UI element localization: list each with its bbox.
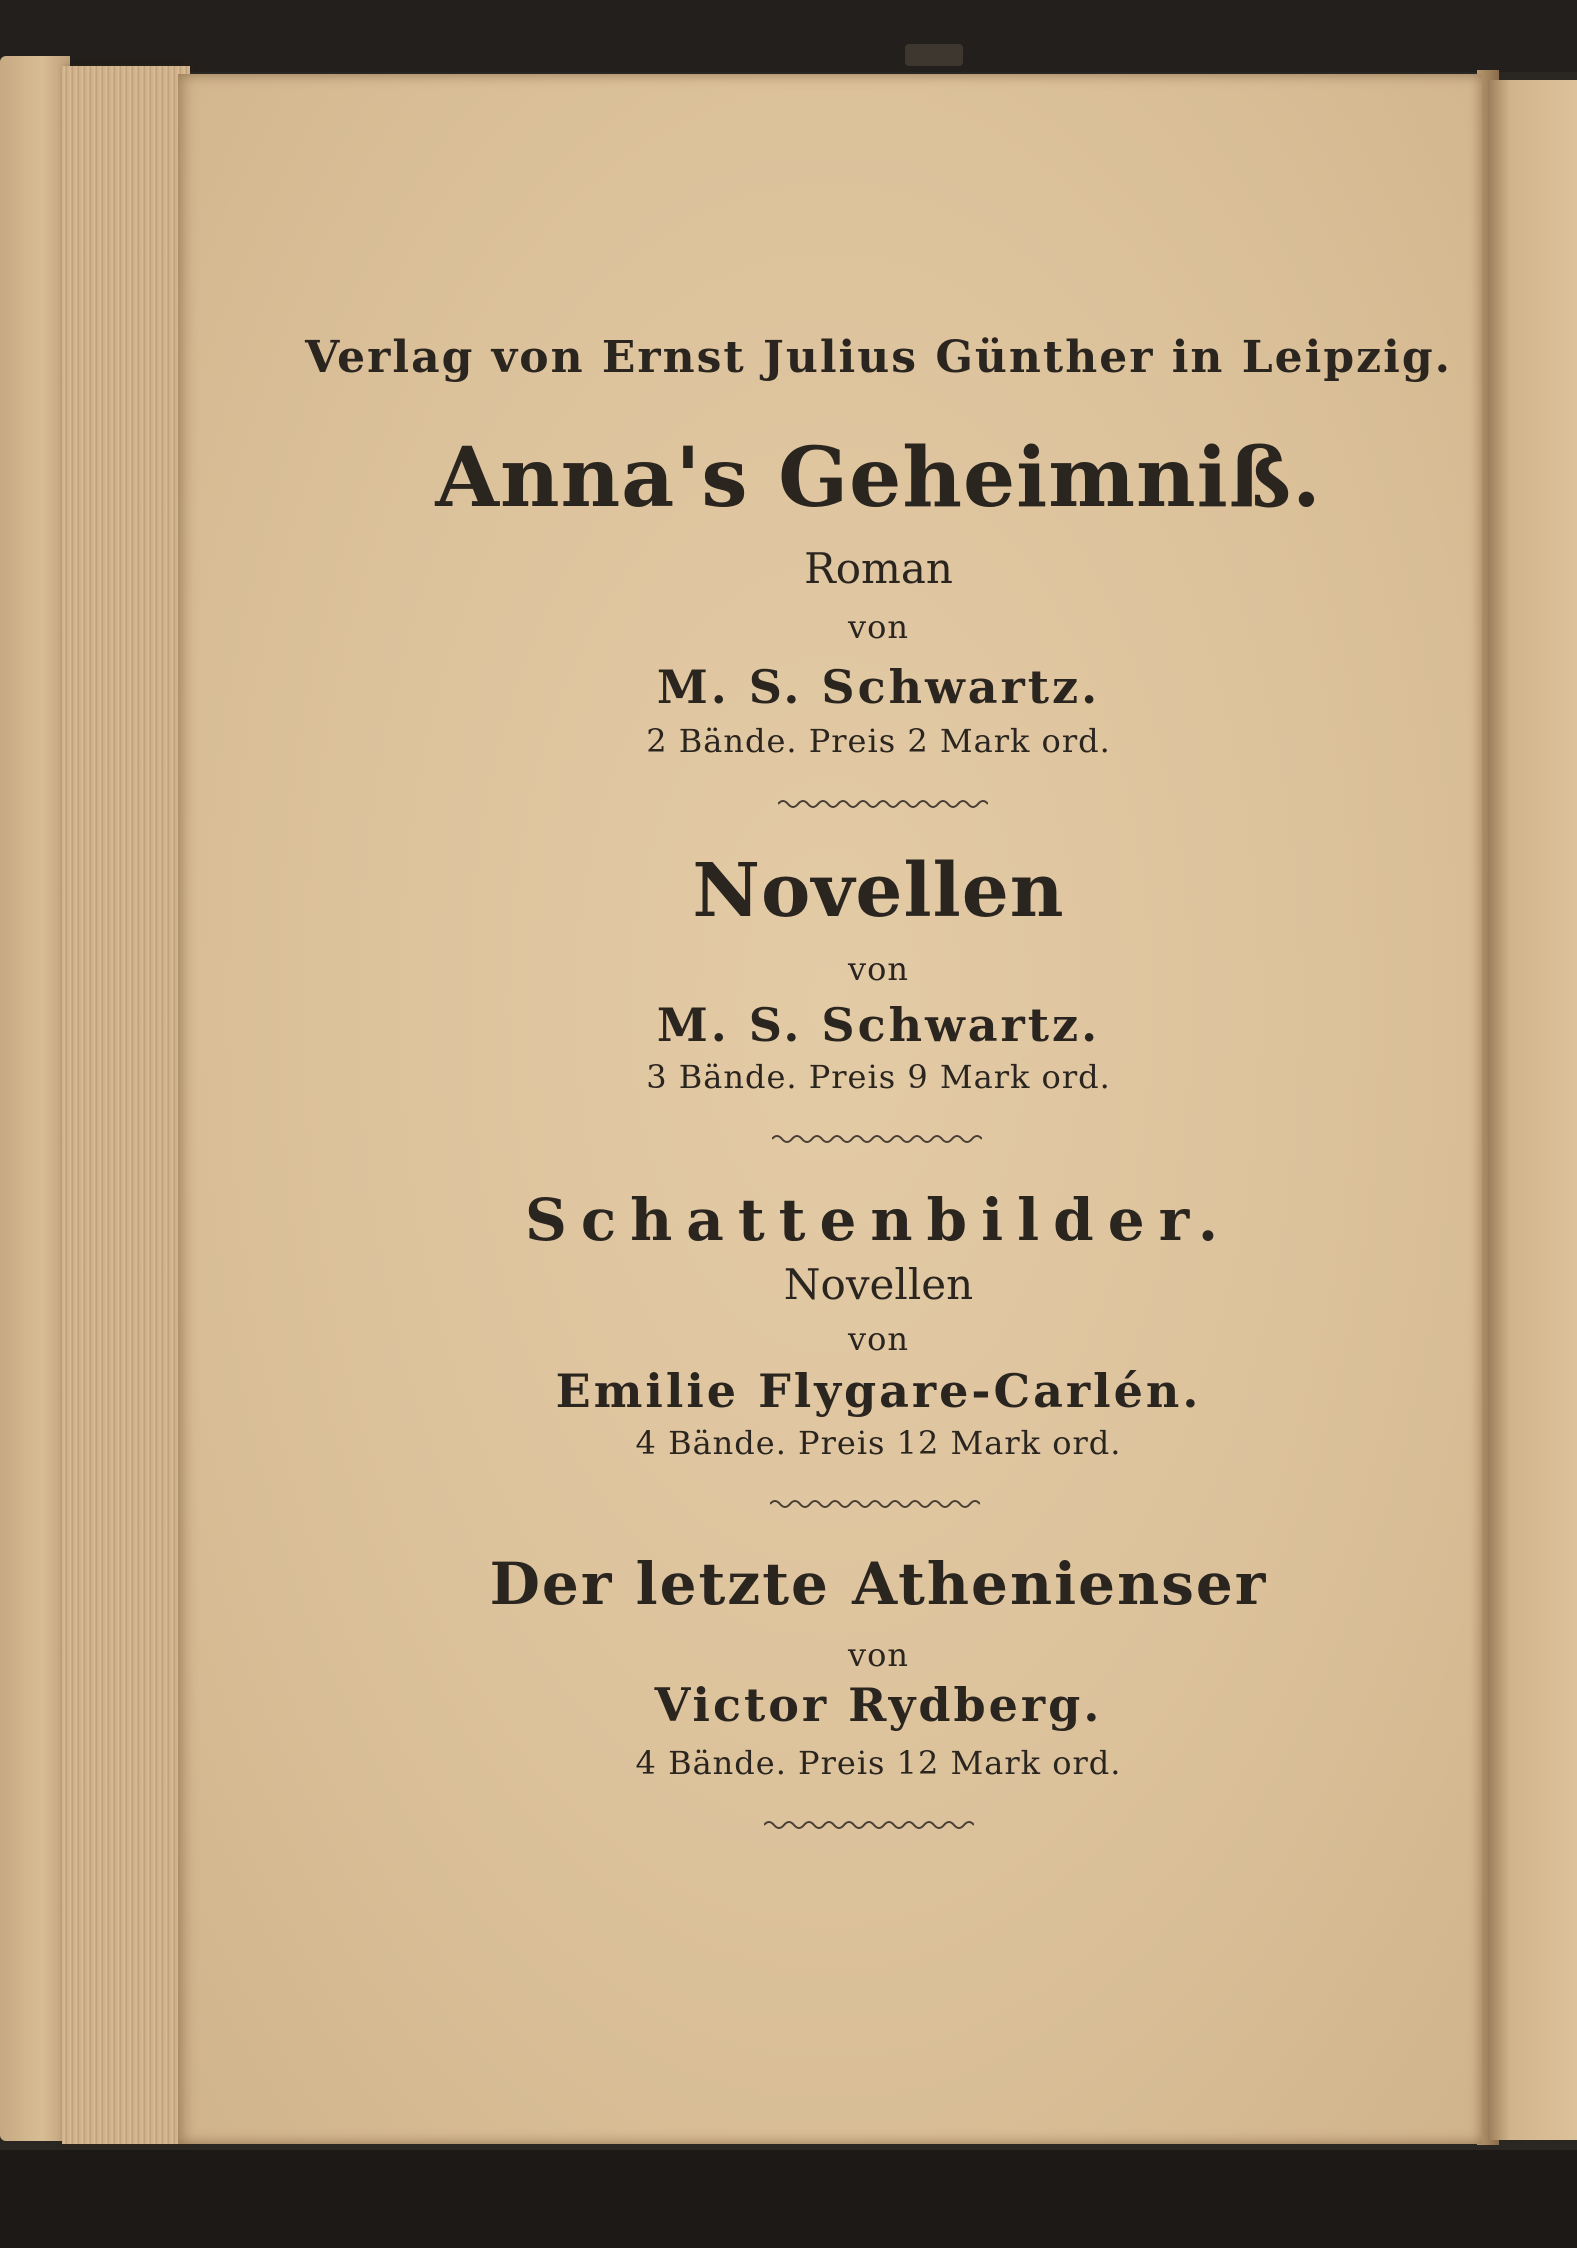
divider-3 <box>770 1497 980 1511</box>
book-by-4: von <box>848 1636 909 1674</box>
book-price-3: 4 Bände. Preis 12 Mark ord. <box>635 1424 1122 1462</box>
book-by-1: von <box>848 608 909 646</box>
book-author-4: Victor Rydberg. <box>654 1678 1103 1732</box>
book-genre-3: Novellen <box>783 1260 974 1309</box>
top-shadow <box>0 0 1577 72</box>
book-price-4: 4 Bände. Preis 12 Mark ord. <box>635 1744 1122 1782</box>
book-title-2: Novellen <box>692 848 1065 934</box>
book-author-3: Emilie Flygare-Carlén. <box>555 1364 1202 1418</box>
book-title-3: Schattenbilder. <box>524 1186 1233 1254</box>
facing-page <box>1488 80 1577 2140</box>
bookmark-tab <box>905 44 963 66</box>
book-author-1: M. S. Schwartz. <box>656 660 1101 714</box>
divider-1 <box>778 797 988 811</box>
book-author-2: M. S. Schwartz. <box>656 998 1101 1052</box>
book-cover-left <box>0 56 70 2141</box>
bottom-shadow <box>0 2150 1577 2248</box>
book-by-2: von <box>848 950 909 988</box>
book-by-3: von <box>848 1320 909 1358</box>
book-title-4: Der letzte Athenienser <box>489 1550 1268 1618</box>
divider-4 <box>764 1818 974 1832</box>
book-title-1: Anna's Geheimniß. <box>435 430 1322 526</box>
book-price-2: 3 Bände. Preis 9 Mark ord. <box>646 1058 1111 1096</box>
publisher-header: Verlag von Ernst Julius Günther in Leipzig. <box>305 332 1452 383</box>
book-price-1: 2 Bände. Preis 2 Mark ord. <box>646 722 1111 760</box>
book-genre-1: Roman <box>804 544 953 593</box>
advertisement-page <box>178 74 1482 2144</box>
divider-2 <box>772 1132 982 1146</box>
